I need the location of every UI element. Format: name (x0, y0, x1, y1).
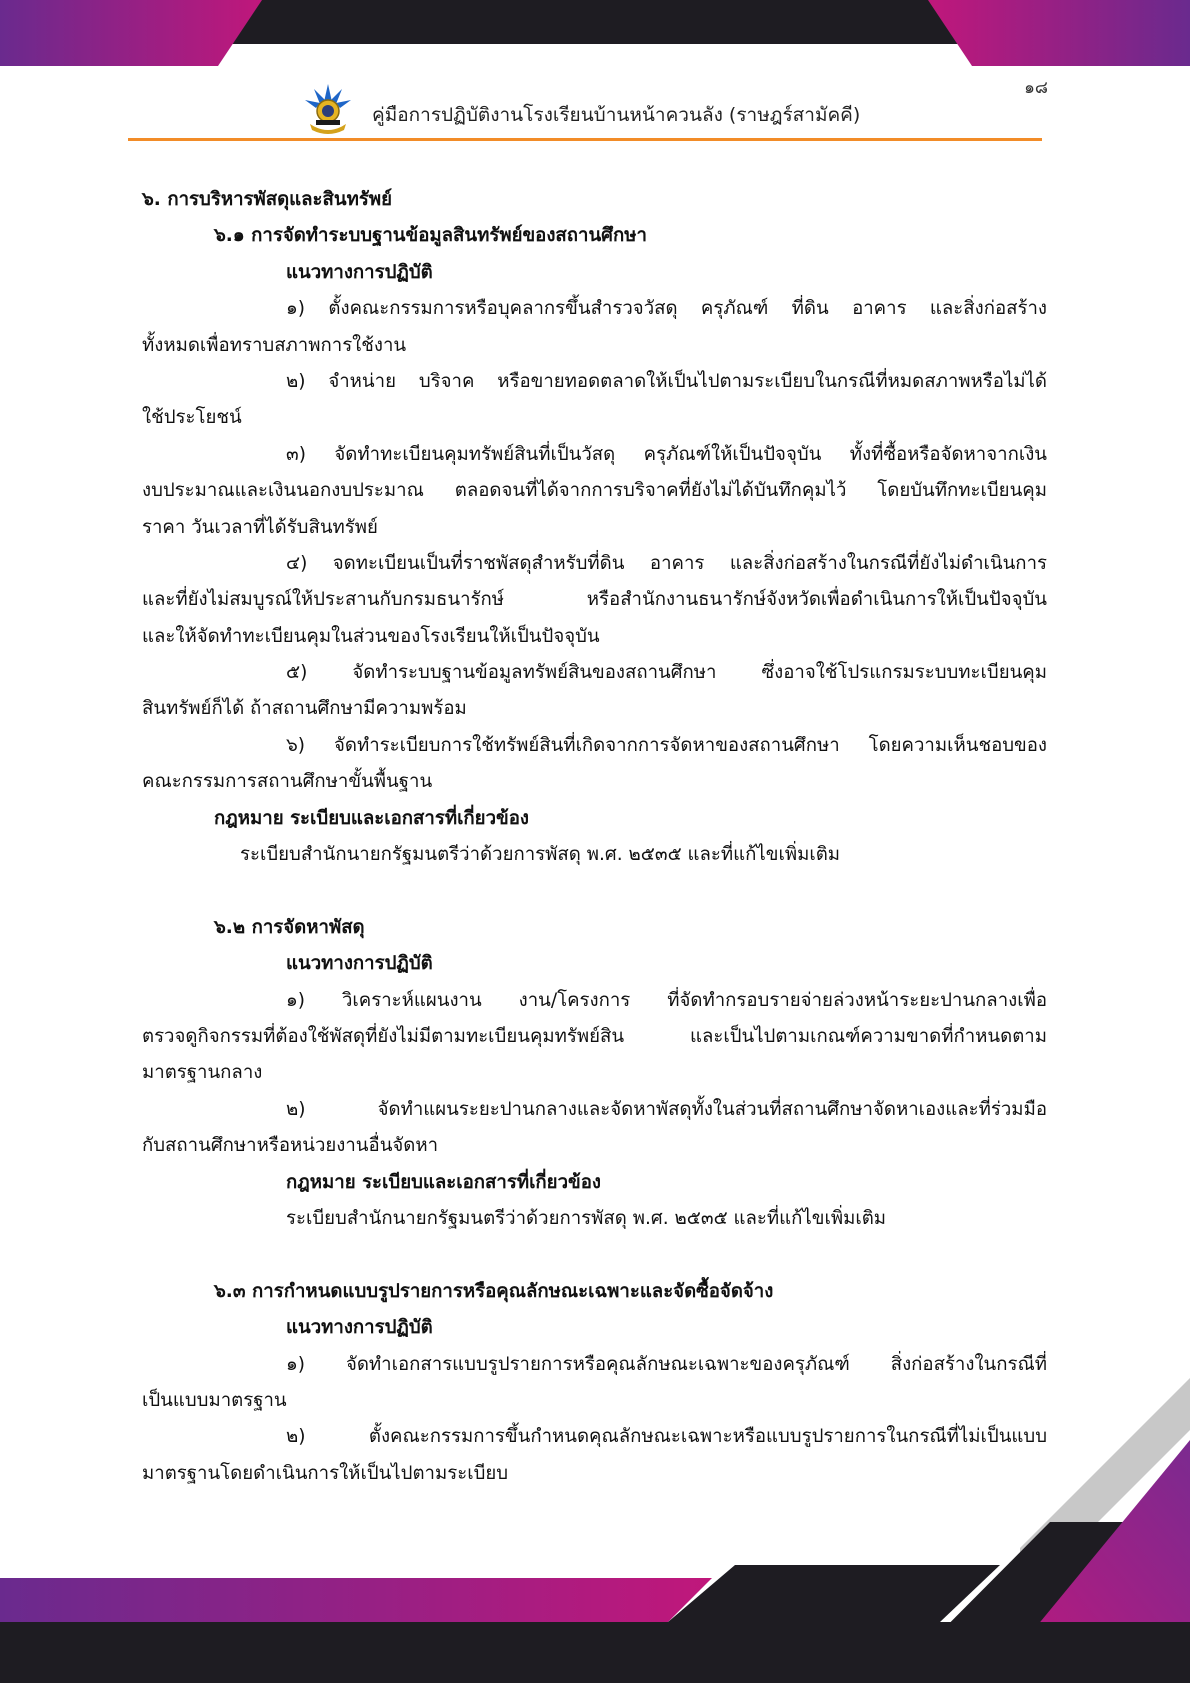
section-6-1-guide-heading: แนวทางการปฏิบัติ (286, 261, 433, 283)
header-divider (128, 138, 1042, 141)
bottom-middle-dark-wedge (668, 1565, 1000, 1622)
section-6-1-title: ๖.๑ การจัดทำระบบฐานข้อมูลสินทรัพย์ของสถานศึกษา (214, 225, 647, 247)
spacer (142, 1237, 1047, 1273)
school-emblem-icon (300, 80, 356, 136)
header-title: คู่มือการปฏิบัติงานโรงเรียนบ้านหน้าควนลัง (ราษฎร์สามัคคี) (372, 104, 861, 126)
paragraph-line: ตรวจดูกิจกรรมที่ต้องใช้พัสดุที่ยังไม่มีตามทะเบียนคุมทรัพย์สิน และเป็นไปตามเกณฑ์ความขาดที่กำหนดตาม (142, 1025, 1047, 1047)
paragraph-line: ๕) จัดทำระบบฐานข้อมูลทรัพย์สินของสถานศึกษา ซึ่งอาจใช้โปรแกรมระบบทะเบียนคุม (286, 662, 1047, 684)
paragraph-line: ใช้ประโยชน์ (142, 407, 242, 429)
paragraph-line: ๖) จัดทำระเบียบการใช้ทรัพย์สินที่เกิดจากการจัดหาของสถานศึกษา โดยความเห็นชอบของ (286, 734, 1047, 756)
spacer (142, 873, 1047, 909)
document-body (142, 182, 1047, 1492)
paragraph-line: งบประมาณและเงินนอกงบประมาณ ตลอดจนที่ได้จากการบริจาคที่ยังไม่ได้บันทึกคุมไว้ โดยบันทึกทะเบียนคุม (142, 480, 1047, 502)
paragraph-line: ๑) วิเคราะห์แผนงาน งาน/โครงการ ที่จัดทำกรอบรายจ่ายล่วงหน้าระยะปานกลางเพื่อ (286, 989, 1047, 1011)
paragraph-line: ๒) จัดทำแผนระยะปานกลางและจัดหาพัสดุทั้งในส่วนที่สถานศึกษาจัดหาเองและที่ร่วมมือ (286, 1098, 1047, 1120)
section-6-1-law-heading: กฎหมาย ระเบียบและเอกสารที่เกี่ยวข้อง (214, 807, 529, 829)
bottom-dark-band (0, 1622, 1190, 1683)
paragraph-line: กับสถานศึกษาหรือหน่วยงานอื่นจัดหา (142, 1135, 439, 1157)
section-6-1-law-text: ระเบียบสำนักนายกรัฐมนตรีว่าด้วยการพัสดุ พ.ศ. ๒๕๓๕ และที่แก้ไขเพิ่มเติม (240, 844, 841, 866)
paragraph-line: และที่ยังไม่สมบูรณ์ให้ประสานกับกรมธนารักษ์ หรือสำนักงานธนารักษ์จังหวัดเพื่อดำเนินการให้เป็นปัจจุบัน (142, 589, 1047, 611)
paragraph-line: สินทรัพย์ก็ได้ ถ้าสถานศึกษามีความพร้อม (142, 698, 467, 720)
paragraph-line: เป็นแบบมาตรฐาน (142, 1389, 287, 1411)
paragraph-line: มาตรฐานโดยดำเนินการให้เป็นไปตามระเบียบ (142, 1462, 509, 1484)
paragraph-line: และให้จัดทำทะเบียนคุมในส่วนของโรงเรียนให้เป็นปัจจุบัน (142, 625, 600, 647)
section-6-2-guide-heading: แนวทางการปฏิบัติ (286, 953, 433, 975)
paragraph-line: ราคา วันเวลาที่ได้รับสินทรัพย์ (142, 516, 378, 538)
bottom-left-gradient-band (0, 1578, 712, 1622)
paragraph-line: มาตรฐานกลาง (142, 1062, 263, 1084)
paragraph-line: ทั้งหมดเพื่อทราบสภาพการใช้งาน (142, 334, 407, 356)
paragraph-line: ๓) จัดทำทะเบียนคุมทรัพย์สินที่เป็นวัสดุ ครุภัณฑ์ให้เป็นปัจจุบัน ทั้งที่ซื้อหรือจัดหาจากเงิน (286, 443, 1047, 465)
section-6-2-law-heading: กฎหมาย ระเบียบและเอกสารที่เกี่ยวข้อง (286, 1171, 601, 1193)
paragraph-line: คณะกรรมการสถานศึกษาขั้นพื้นฐาน (142, 771, 433, 793)
page-number: ๑๘ (1024, 78, 1048, 98)
section-6-2-title: ๖.๒ การจัดหาพัสดุ (214, 916, 365, 938)
section-6-3-title: ๖.๓ การกำหนดแบบรูปรายการหรือคุณลักษณะเฉพาะและจัดซื้อจัดจ้าง (214, 1280, 774, 1302)
paragraph-line: ๑) จัดทำเอกสารแบบรูปรายการหรือคุณลักษณะเฉพาะของครุภัณฑ์ สิ่งก่อสร้างในกรณีที่ (286, 1353, 1047, 1375)
section-6-2-law-text: ระเบียบสำนักนายกรัฐมนตรีว่าด้วยการพัสดุ พ.ศ. ๒๕๓๕ และที่แก้ไขเพิ่มเติม (286, 1207, 887, 1229)
section-6-3-guide-heading: แนวทางการปฏิบัติ (286, 1317, 433, 1339)
paragraph-line: ๔) จดทะเบียนเป็นที่ราชพัสดุสำหรับที่ดิน อาคาร และสิ่งก่อสร้างในกรณีที่ยังไม่ดำเนินการ (286, 552, 1047, 574)
paragraph-line: ๑) ตั้งคณะกรรมการหรือบุคลากรขึ้นสำรวจวัสดุ ครุภัณฑ์ ที่ดิน อาคาร และสิ่งก่อสร้าง (286, 298, 1047, 320)
section-6-title: ๖. การบริหารพัสดุและสินทรัพย์ (142, 189, 392, 210)
paragraph-line: ๒) จำหน่าย บริจาค หรือขายทอดตลาดให้เป็นไปตามระเบียบในกรณีที่หมดสภาพหรือไม่ได้ (286, 370, 1047, 392)
paragraph-line: ๒) ตั้งคณะกรรมการขึ้นกำหนดคุณลักษณะเฉพาะหรือแบบรูปรายการในกรณีที่ไม่เป็นแบบ (286, 1426, 1047, 1448)
page-header (0, 0, 1190, 150)
